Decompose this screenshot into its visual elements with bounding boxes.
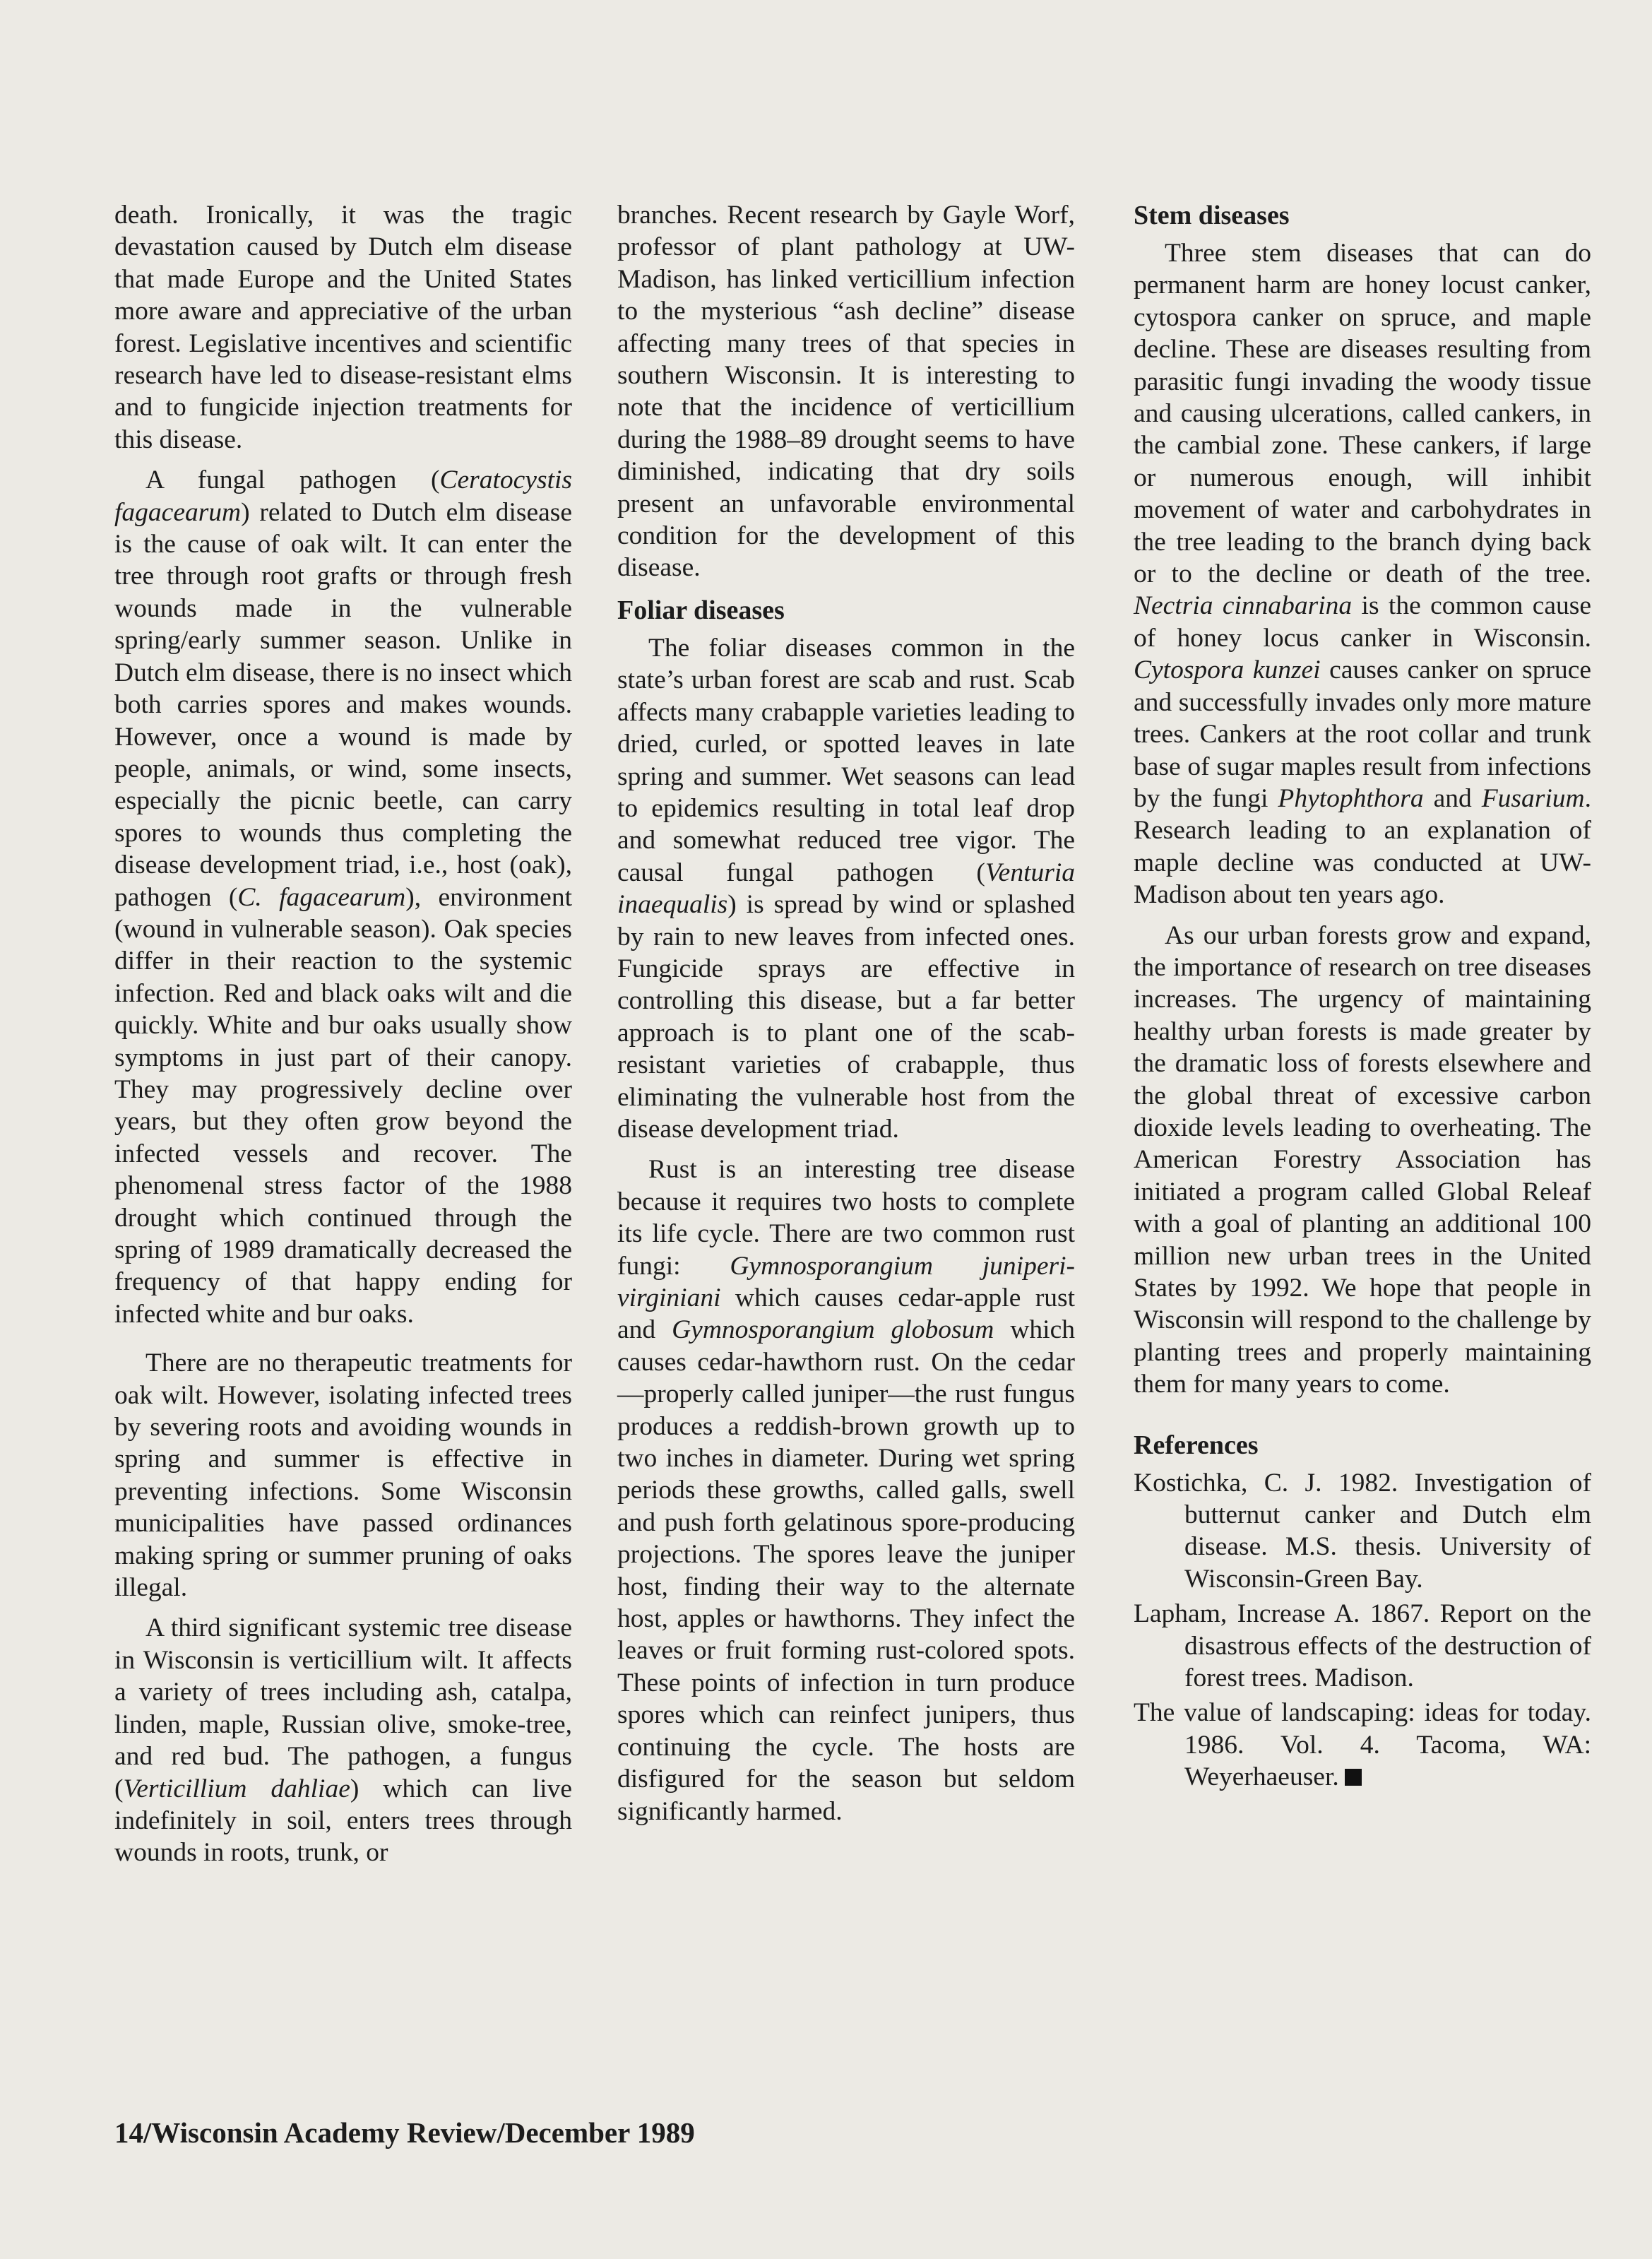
species-name: Gymnosporangium juniperi-virginiani: [617, 1251, 1075, 1312]
reference-item: Kostichka, C. J. 1982. Investigation of butternut canker and Dutch elm disease. M.S. thesis. University of Wisconsin-Green Bay.: [1134, 1468, 1591, 1594]
paragraph: A fungal pathogen (Ceratocystis fagacearum) related to Dutch elm disease is the cause of oak wilt. It can enter the tree through root grafts or through fresh wounds made in the vulnerable spring/early summer season. Unlike in Dutch elm disease, there is no insect which both carries spores and makes wounds. However, once a wound is made by people, animals, or wind, some insects, especially the picnic beetle, can carry spores to wounds thus completing the disease development triad, i.e., host (oak), pathogen (C. fagacearum), environment (wound in vulnerable season). Oak species differ in their reaction to the systemic infection. Red and black oaks wilt and die quickly. White and bur oaks usually show symptoms in just part of their canopy. They may progressively decline over years, but they often grow beyond the infected vessels and recover. The phenomenal stress factor of the 1988 drought which continued through the spring of 1989 dramatically decreased the frequency of that happy ending for infected white and bur oaks.: [114, 466, 572, 1329]
paragraph: death. Ironically, it was the tragic devastation caused by Dutch elm disease that made Europe and the United States more aware and appreciative of the urban forest. Legislative incentives and scientific research have led to disease-resistant elms and to fungicide injection treatments for this disease.: [114, 201, 572, 454]
species-name: Verticillium dahliae: [123, 1774, 350, 1803]
reference-item: Lapham, Increase A. 1867. Report on the disastrous effects of the destruction of forest trees. Madison.: [1134, 1599, 1591, 1693]
species-name: Phytophthora: [1278, 783, 1424, 813]
page-footer: 14/Wisconsin Academy Review/December 1989: [114, 2116, 695, 2149]
paragraph: branches. Recent research by Gayle Worf, professor of plant pathology at UW-Madison, has linked verticillium infection to the mysterious “ash decline” disease affecting many trees of that species in southern Wisconsin. It is interesting to note that the incidence of verticillium during the 1988–89 drought seems to have diminished, indicating that dry soils present an unfavorable environmental condition for the development of this disease.: [617, 201, 1075, 583]
species-name: Fusarium: [1481, 783, 1585, 813]
end-mark-square-icon: [1345, 1769, 1362, 1786]
species-name: Ceratocystis fagacearum: [114, 466, 572, 527]
species-name: Cytospora kunzei: [1134, 656, 1321, 685]
references-heading: References: [1134, 1430, 1259, 1460]
paragraph: Three stem diseases that can do permanent harm are honey locust canker, cytospora canker on spruce, and maple decline. These are diseases resulting from parasitic fungi invading the woody tissue and causing ulcerations, called cankers, in the cambial zone. These cankers, if large or numerous enough, will inhibit movement of water and carbohydrates in the tree leading to the branch dying back or to the decline or death of the tree. Nectria cinnabarina is the common cause of honey locus canker in Wisconsin. Cytospora kunzei causes canker on spruce and successfully invades only more mature trees. Cankers at the root collar and trunk base of sugar maples result from infections by the fungi Phytophthora and Fusarium. Research leading to an explanation of maple decline was conducted at UW-Madison about ten years ago.: [1134, 239, 1591, 910]
column-3: [1134, 199, 1591, 1796]
species-name: Nectria cinnabarina: [1134, 591, 1353, 621]
paragraph: As our urban forests grow and expand, the importance of research on tree diseases increases. The urgency of maintaining healthy urban forests is made greater by the dramatic loss of forests elsewhere and the global threat of excessive carbon dioxide levels leading to overheating. The American Forestry Association has initiated a program called Global Releaf with a goal of planting an additional 100 million new urban trees in the United States by 1992. We hope that people in Wisconsin will respond to the challenge by planting trees and properly maintaining them for many years to come.: [1134, 920, 1591, 1399]
paragraph: There are no therapeutic treatments for oak wilt. However, isolating infected trees by severing roots and avoiding wounds in spring and summer is effective in preventing infections. Some Wisconsin municipalities have passed ordinances making spring or summer pruning of oaks illegal.: [114, 1348, 572, 1603]
column-1: [114, 199, 572, 1878]
species-name: C. fagacearum: [237, 882, 406, 912]
section-heading-stem: Stem diseases: [1134, 201, 1290, 230]
section-heading-foliar: Foliar diseases: [617, 595, 785, 625]
paragraph: A third significant systemic tree disease in Wisconsin is verticillium wilt. It affects a variety of trees including ash, catalpa, linden, maple, Russian olive, smoke-tree, and red bud. The pathogen, a fungus (Verticillium dahliae) which can live indefinitely in soil, enters trees through wounds in roots, trunk, or: [114, 1613, 572, 1868]
paragraph: Rust is an interesting tree disease because it requires two hosts to complete its life cycle. There are two common rust fungi: Gymnosporangium juniperi-virginiani which causes cedar-apple rust and Gymnosporangium globosum which causes cedar-hawthorn rust. On the cedar—properly called juniper—the rust fungus produces a reddish-brown growth up to two inches in diameter. During wet spring periods these growths, called galls, swell and push forth gelatinous spore-producing projections. The spores leave the juniper host, finding their way to the alternate host, apples or hawthorns. They infect the leaves or fruit forming rust-colored spots. These points of infection in turn produce spores which can reinfect junipers, thus continuing the cycle. The hosts are disfigured for the season but seldom significantly harmed.: [617, 1155, 1075, 1826]
column-2: [617, 199, 1075, 1836]
paragraph: The foliar diseases common in the state’s urban forest are scab and rust. Scab affects many crabapple varieties leading to dried, curled, or spotted leaves in late spring and summer. Wet seasons can lead to epidemics resulting in total leaf drop and somewhat reduced tree vigor. The causal fungal pathogen (Venturia inaequalis) is spread by wind or splashed by rain to new leaves from infected ones. Fungicide sprays are effective in controlling this disease, but a far better approach is to plant one of the scab-resistant varieties of crabapple, thus eliminating the vulnerable host from the disease development triad.: [617, 633, 1075, 1144]
species-name: Gymnosporangium globosum: [672, 1315, 994, 1345]
species-name: Venturia inaequalis: [617, 858, 1075, 920]
reference-item: The value of landscaping: ideas for today. 1986. Vol. 4. Tacoma, WA: Weyerhaeuser.: [1134, 1698, 1591, 1792]
